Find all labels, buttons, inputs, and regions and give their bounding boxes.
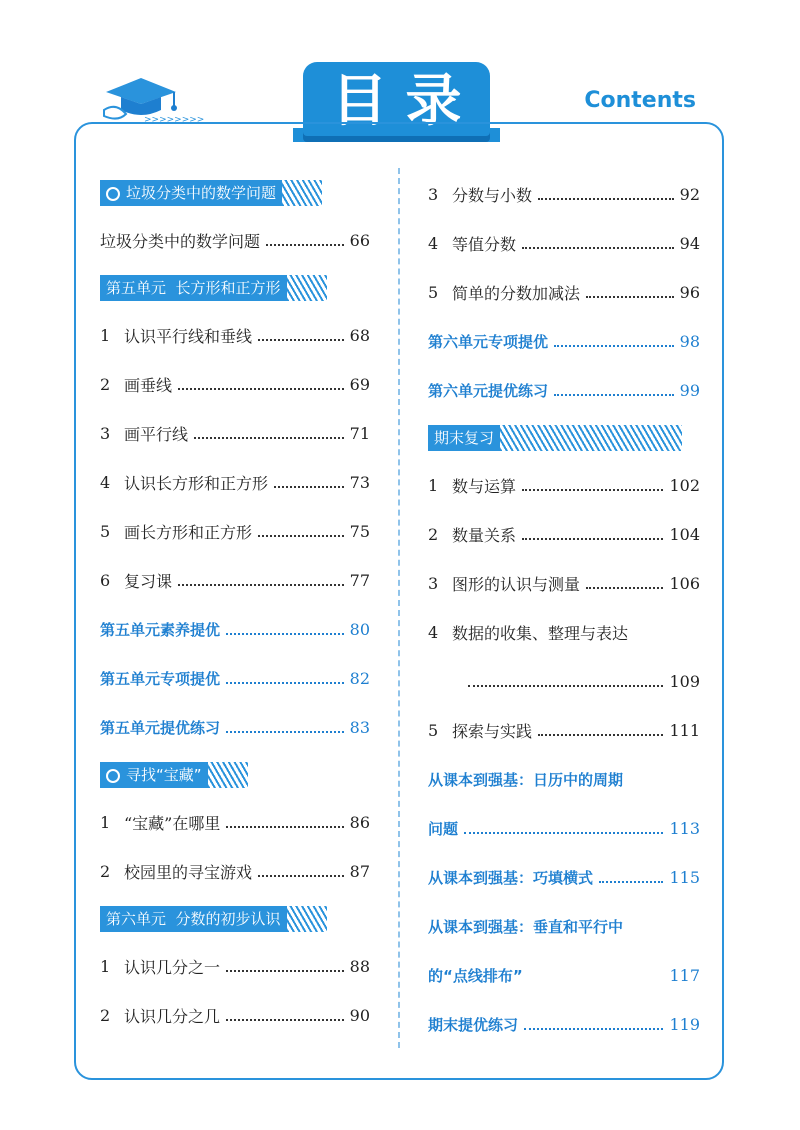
section-header: 第五单元 长方形和正方形 [100,265,370,311]
toc-entry[interactable]: 1 数与运算 102 [428,476,700,496]
gear-icon [106,769,120,783]
toc-entry[interactable]: 1 认识平行线和垂线 68 [100,326,370,346]
section-header: 期末复习 [428,415,700,461]
left-column [100,170,370,1040]
gear-icon [106,187,120,201]
toc-entry[interactable]: 4 认识长方形和正方形 73 [100,473,370,493]
toc-entry[interactable]: 6 复习课 77 [100,571,370,591]
toc-entry-continued[interactable]: 的“点线排布” 117 [428,966,700,985]
toc-entry[interactable]: 2 认识几分之几 90 [100,1006,370,1026]
right-column [428,170,700,1049]
contents-label: Contents [584,88,696,113]
svg-text:>>>>>>>>: >>>>>>>> [144,115,205,125]
toc-entry[interactable]: 从课本到强基：垂直和平行中 [428,918,624,936]
toc-entry[interactable]: 5 探索与实践 111 [428,721,700,741]
toc-entry[interactable]: 第六单元专项提优 98 [428,332,700,351]
toc-entry[interactable]: 2 画垂线 69 [100,375,370,395]
toc-entry[interactable]: 4 等值分数 94 [428,234,700,254]
section-header: 垃圾分类中的数学问题 [100,170,370,216]
toc-entry[interactable]: 第五单元提优练习 83 [100,718,370,737]
graduation-cap-icon [96,70,205,125]
toc-entry[interactable]: 第五单元专项提优 82 [100,669,370,688]
toc-entry[interactable]: 5 画长方形和正方形 75 [100,522,370,542]
toc-entry[interactable]: 3 分数与小数 92 [428,185,700,205]
section-header: 第六单元 分数的初步认识 [100,896,370,942]
toc-entry[interactable]: 4 数据的收集、整理与表达 [428,623,629,643]
toc-entry[interactable]: 1 “宝藏”在哪里 86 [100,813,370,833]
column-divider [398,168,400,1048]
toc-entry[interactable]: 2 数量关系 104 [428,525,700,545]
toc-entry[interactable]: 从课本到强基：日历中的周期 [428,771,624,789]
toc-entry[interactable]: 2 校园里的寻宝游戏 87 [100,862,370,882]
section-header: 寻找“宝藏” [100,752,370,798]
toc-entry[interactable]: 期末提优练习 119 [428,1015,700,1034]
toc-entry[interactable]: 第五单元素养提优 80 [100,620,370,639]
page-title: 目录 [331,69,480,134]
toc-entry-continued[interactable]: 问题 113 [428,819,700,838]
toc-entry[interactable]: 从课本到强基：巧填横式 115 [428,868,700,887]
toc-entry[interactable]: 第六单元提优练习 99 [428,381,700,400]
toc-entry[interactable]: 3 画平行线 71 [100,424,370,444]
toc-entry[interactable]: 垃圾分类中的数学问题 66 [100,231,370,251]
toc-entry[interactable]: 3 图形的认识与测量 106 [428,574,700,594]
toc-entry[interactable]: 5 简单的分数加减法 96 [428,283,700,303]
toc-entry[interactable]: 1 认识几分之一 88 [100,957,370,977]
toc-entry-continued[interactable]: 109 [428,657,700,706]
